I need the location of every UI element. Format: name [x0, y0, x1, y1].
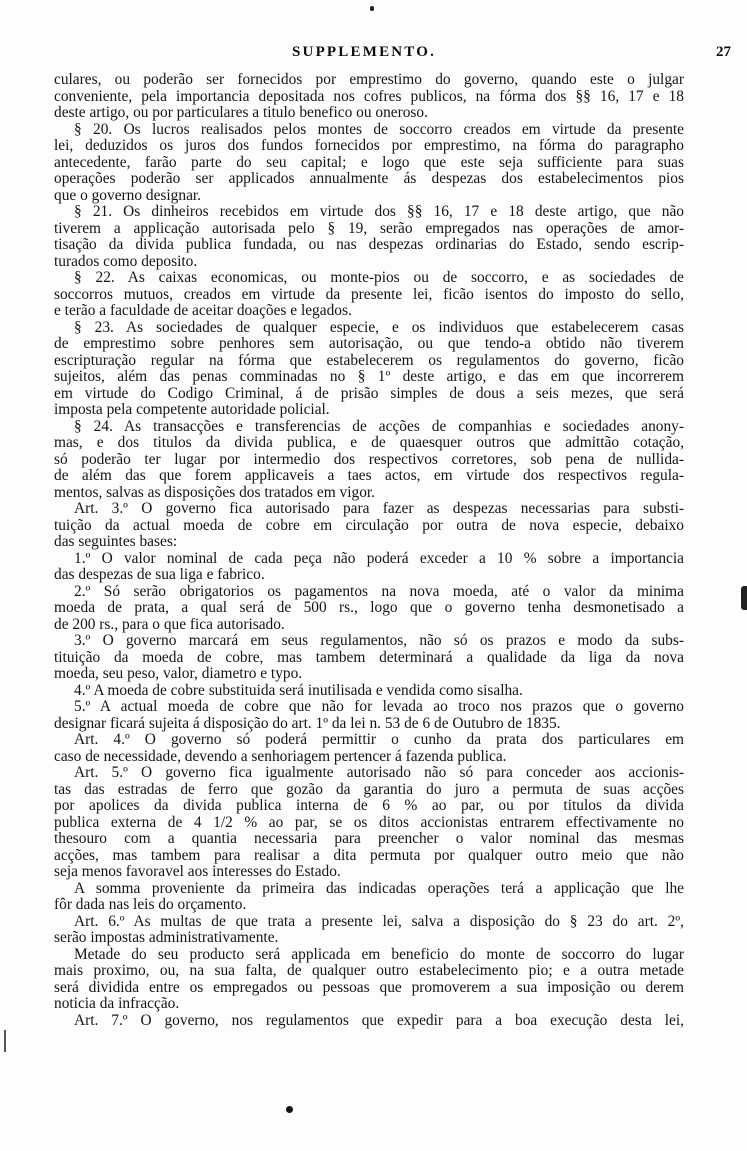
text-line: escripturação regular na fórma que estabelecerem os regulamentos do governo, ficão — [54, 351, 684, 369]
text-line: das despezas de sua liga e fabrico. — [54, 566, 265, 583]
text-line: tiverem a applicação autorisada pelo § 19, serão empregados nas operações de amor- — [54, 219, 684, 237]
text-line: imposta pela competente autoridade policial. — [54, 401, 330, 418]
text-line: serão impostas administrativamente. — [54, 929, 279, 946]
text-line: acções, mas tambem para realisar a dita permuta por qualquer outro meio que não — [54, 846, 684, 864]
item-5: 5.º A actual moeda de cobre que não for levada ao troco nos prazos que o governo — [74, 698, 684, 715]
text-line: soccorros mutuos, creados em virtude da presente lei, ficão isentos do imposto do sello, — [54, 285, 684, 303]
text-line: lei, deduzidos os juros dos fundos fornecidos por emprestimo, na fórma do paragrapho — [54, 137, 684, 154]
article-5: Art. 5.º O governo fica igualmente autorisado não só para conceder aos accionis- — [74, 764, 684, 781]
article-6: Art. 6.º As multas de que trata a presente lei, salva a disposição do § 23 do art. 2º, — [74, 912, 684, 930]
text-line: em virtude do Codigo Criminal, á de prisão simples de dous a seis mezes, que será — [54, 384, 684, 402]
text-line: sujeitos, além das penas comminadas no § 1º deste artigo, e das em que incorrerem — [54, 368, 684, 385]
page-edge-mark — [741, 586, 747, 610]
article-4: Art. 4.º O governo só poderá permittir o cunho da prata dos particulares em — [74, 731, 684, 748]
text-line: por apolices da divida publica interna de 6 % ao par, ou por titulos da divida — [54, 797, 684, 814]
text-line: thesouro com a quantia necessaria para preencher o valor nominal das mesmas — [54, 830, 684, 847]
paragraph-somma: A somma proveniente da primeira das indicadas operações terá a applicação que lhe — [74, 879, 684, 897]
text-line: seja menos favoravel aos interesses do Estado. — [54, 863, 341, 880]
item-4: 4.º A moeda de cobre substituida será inutilisada e vendida como sisalha. — [74, 681, 523, 699]
text-line: será dividida entre os empregados ou pessoas que promoverem a sua imposição ou derem — [54, 978, 684, 996]
page-header — [54, 44, 733, 66]
running-title: SUPPLEMENTO. — [292, 44, 437, 60]
text-line: e terão a faculdade de aceitar doações e legados. — [54, 302, 352, 319]
item-3: 3.º O governo marcará em seus regulamentos, não só os prazos e modo da subs- — [74, 632, 684, 649]
text-line: caso de necessidade, devendo a senhoriagem pertencer á fazenda publica. — [54, 747, 507, 765]
ink-dot — [286, 1106, 293, 1113]
text-line: conveniente, pela importancia depositada nos cofres publicos, na fórma dos §§ 16, 17 e 18 — [54, 87, 684, 105]
text-line: tisação da divida publica fundada, ou nas despezas ordinarias do Estado, sendo escrip- — [54, 236, 684, 253]
text-line: culares, ou poderão ser fornecidos por emprestimo do governo, quando este o julgar — [54, 71, 684, 88]
paragraph-24: § 24. As transacções e transferencias de acções de companhias e sociedades anony- — [74, 417, 684, 435]
text-line: fôr dada nas leis do orçamento. — [54, 896, 247, 913]
text-line: publica externa de 4 1/2 % ao par, se os ditos accionistas entrarem effectivamente no — [54, 813, 684, 831]
text-line: noticia da infracção. — [54, 995, 180, 1012]
article-7: Art. 7.º O governo, nos regulamentos que expedir para a boa execução desta lei, — [74, 1011, 684, 1029]
text-line: operações poderão ser applicados annualmente ás despezas dos estabelecimentos pios — [54, 170, 684, 187]
text-line: mais proximo, ou, na sua falta, de qualquer outro estabelecimento pio; e a outra metade — [54, 962, 684, 979]
item-1: 1.º O valor nominal de cada peça não poderá exceder a 10 % sobre a importancia — [74, 549, 684, 567]
text-line: das seguintes bases: — [54, 533, 178, 550]
paragraph-metade: Metade do seu producto será applicada em beneficio do monte de soccorro do lugar — [74, 945, 684, 963]
paragraph-20: § 20. Os lucros realisados pelos montes de soccorro creados em virtude da presente — [74, 120, 684, 138]
text-line: antecedente, farão parte do seu capital; e logo que este seja sufficiente para suas — [54, 153, 684, 171]
text-line: que o governo designar. — [54, 186, 202, 204]
text-line: tituição da moeda de cobre, mas tambem determinará a qualidade da liga da nova — [54, 648, 684, 666]
paragraph-21: § 21. Os dinheiros recebidos em virtude dos §§ 16, 17 e 18 deste artigo, que não — [74, 203, 684, 220]
text-line: de além das que forem applicaveis a taes actos, em virtude dos respectivos regula- — [54, 467, 684, 484]
item-2: 2.º Só serão obrigatorios os pagamentos na nova moeda, até o valor da minima — [74, 582, 684, 600]
text-line: tuição da actual moeda de cobre em circulação por outra de nova especie, debaixo — [54, 516, 684, 534]
page-number: 27 — [716, 44, 731, 60]
text-line: deste artigo, ou por particulares a titulo benefico ou oneroso. — [54, 104, 428, 121]
text-line: designar ficará sujeita á disposição do art. 1º da lei n. 53 de 6 de Outubro de 1835. — [54, 714, 561, 732]
text-line: de emprestimo sobre penhores sem autorisação, ou que tendo-a obtido não tiverem — [54, 335, 684, 352]
text-line: mas, e dos titulos da divida publica, e de quaesquer outros que admittão cotação, — [54, 434, 684, 451]
text-line: turados como deposito. — [54, 252, 198, 270]
text-line: tas das estradas de ferro que gozão da garantia do juro a permuta de suas acções — [54, 780, 684, 798]
paragraph-22: § 22. As caixas economicas, ou monte-pios ou de soccorro, e as sociedades de — [74, 269, 684, 286]
paragraph-23: § 23. As sociedades de qualquer especie, e os individuos que estabelecerem casas — [74, 318, 684, 336]
text-line: moeda de prata, a qual será de 500 rs., logo que o governo tenha desmonetisado a — [54, 599, 684, 616]
text-line: mentos, salvas as disposições dos tratados em vigor. — [54, 483, 376, 501]
law-text-body — [54, 72, 684, 1029]
text-line: moeda, seu peso, valor, diametro e typo. — [54, 665, 303, 682]
print-speck — [370, 6, 374, 11]
article-3: Art. 3.º O governo fica autorisado para fazer as despezas necessarias para substi- — [74, 500, 684, 517]
margin-mark — [4, 1030, 6, 1052]
text-line: só poderão ter lugar por intermedio dos respectivos corretores, sob pena de nullida- — [54, 450, 684, 468]
text-line: de 200 rs., para o que fica autorisado. — [54, 615, 285, 633]
